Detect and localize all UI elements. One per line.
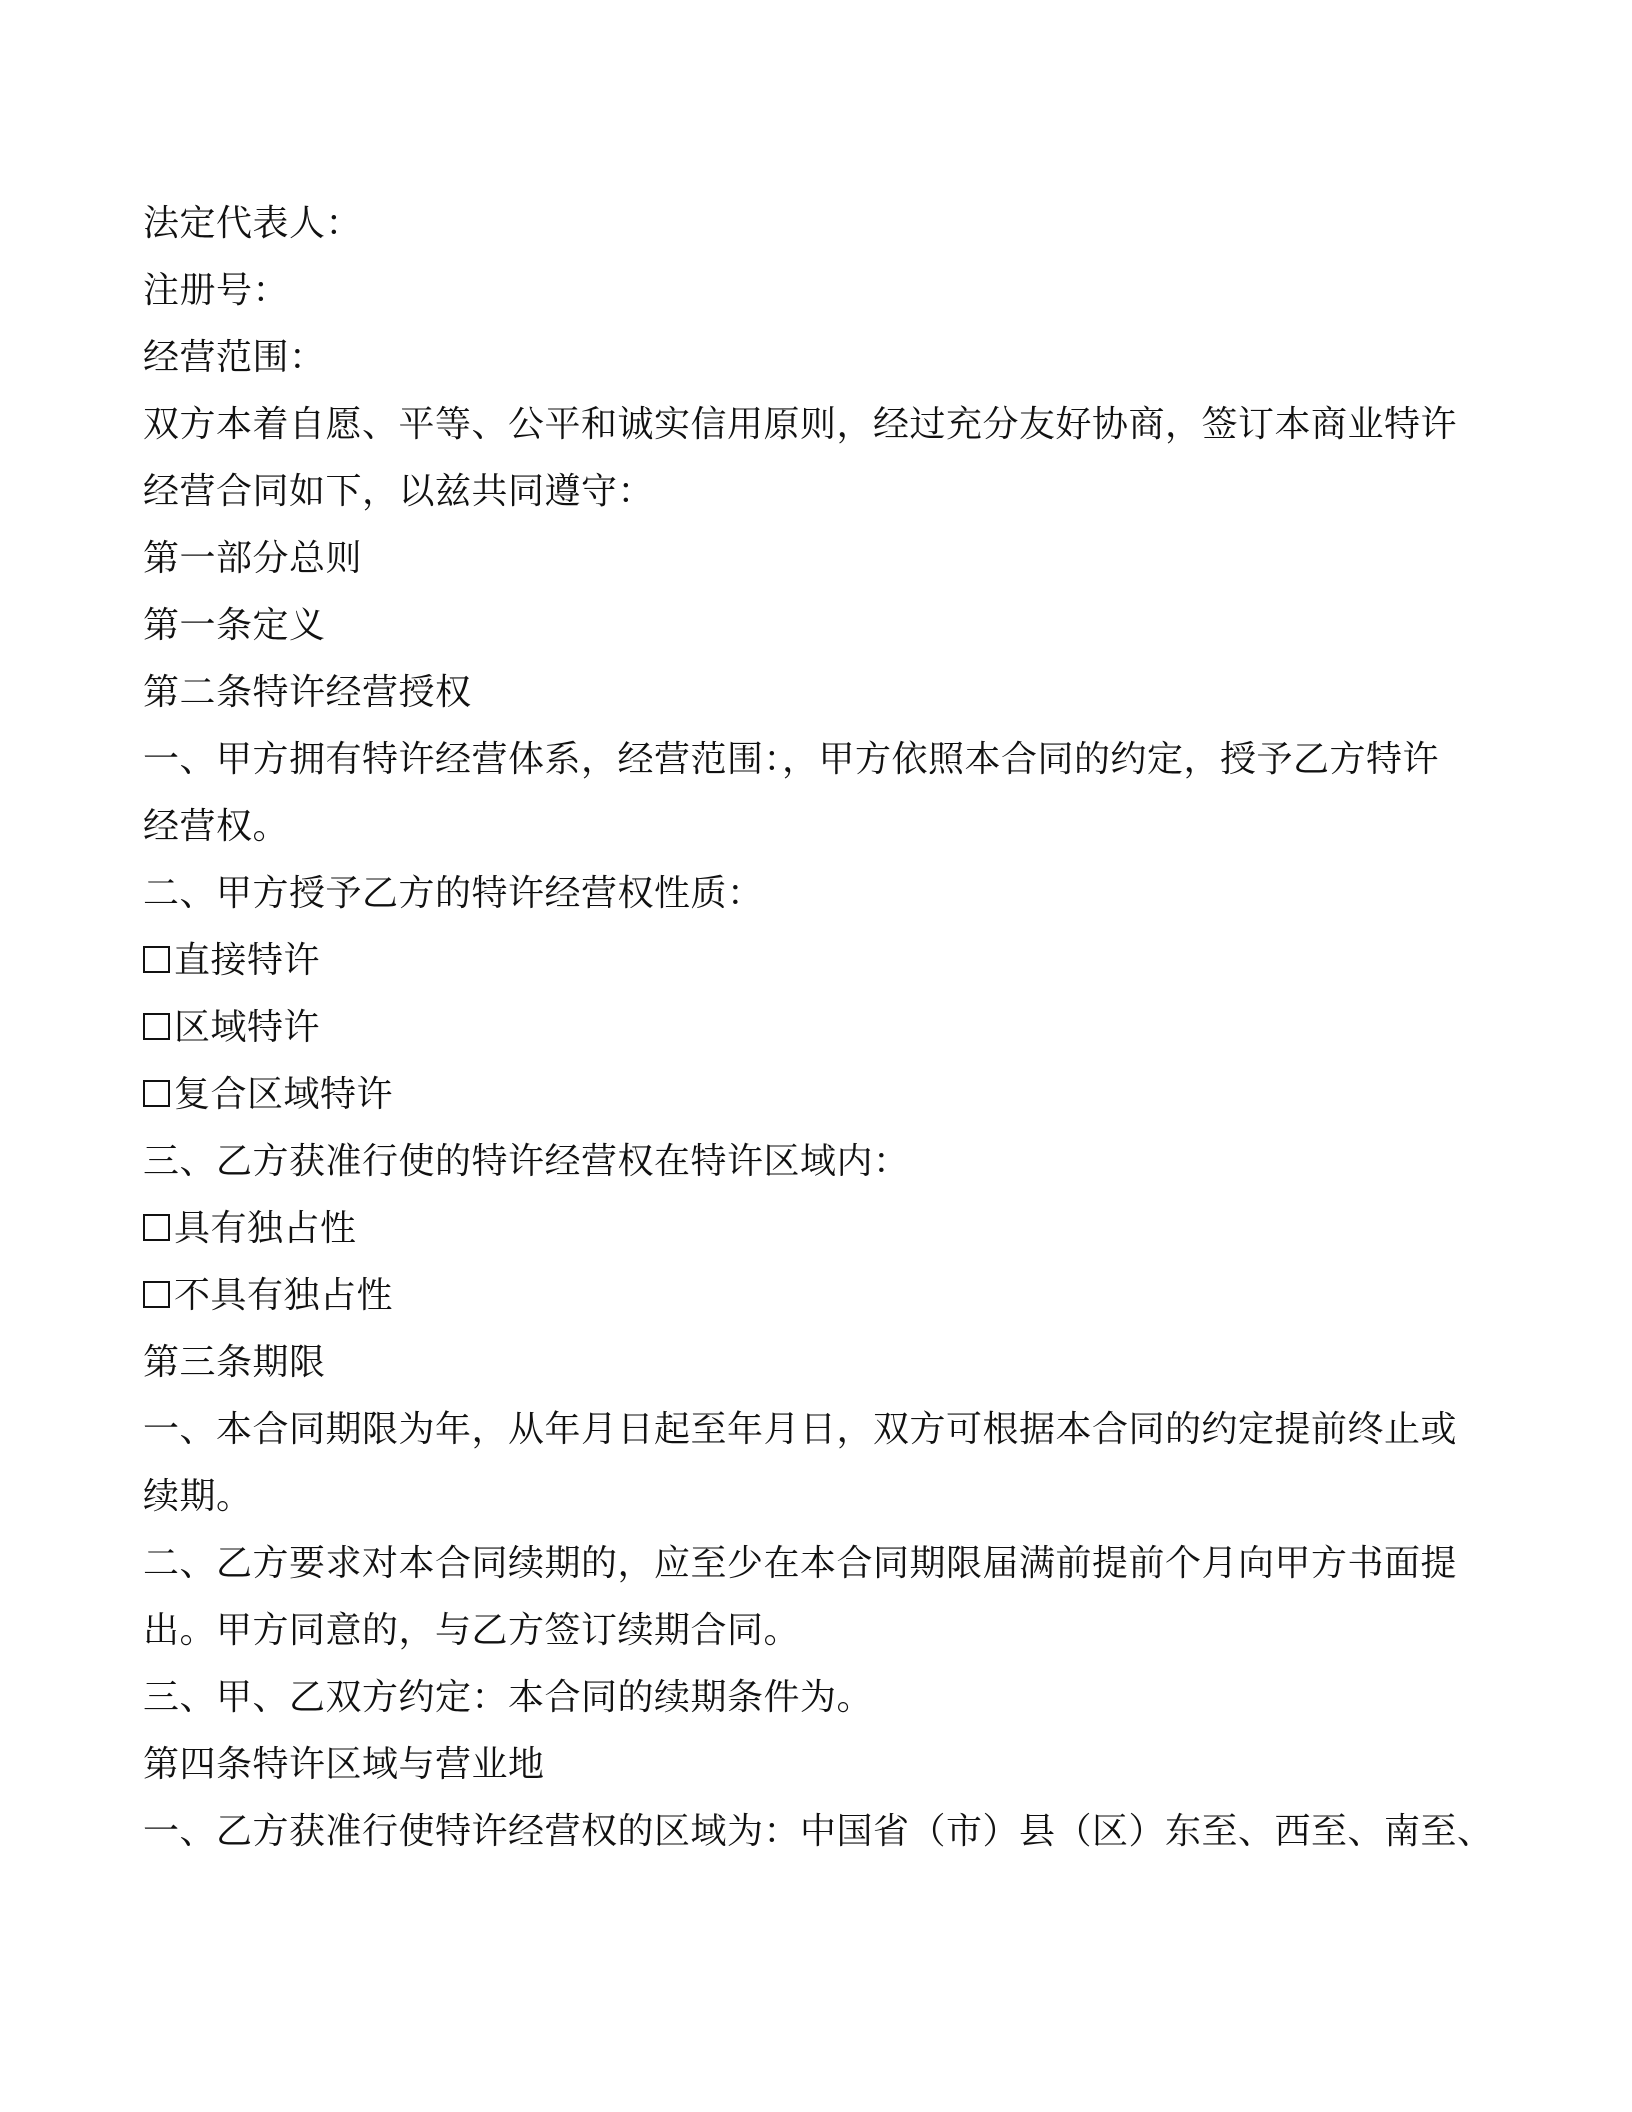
article-two-clause-1-line-2: 经营权。 <box>143 806 290 847</box>
option-label: 复合区域特许 <box>174 1074 394 1115</box>
article-three-clause-2-line-2: 出。甲方同意的，与乙方签订续期合同。 <box>143 1610 801 1651</box>
article-four-clause-1: 一、乙方获准行使特许经营权的区域为：中国省（市）县（区）东至、西至、南至、 <box>143 1811 1494 1852</box>
legal-representative-label: 法定代表人： <box>143 203 363 244</box>
article-three-clause-3: 三、甲、乙双方约定：本合同的续期条件为。 <box>143 1677 874 1718</box>
option-non-exclusive[interactable] <box>143 1262 1488 1329</box>
part-one-heading: 第一部分总则 <box>143 538 363 579</box>
checkbox-icon[interactable] <box>143 1214 170 1241</box>
article-three-clause-2-line-1: 二、乙方要求对本合同续期的，应至少在本合同期限届满前提前个月向甲方书面提 <box>143 1543 1458 1584</box>
document-page <box>143 190 1494 1865</box>
option-composite-area-franchise[interactable] <box>143 1061 1488 1128</box>
checkbox-icon[interactable] <box>143 1281 170 1308</box>
preamble-line-1: 双方本着自愿、平等、公平和诚实信用原则，经过充分友好协商，签订本商业特许 <box>143 404 1458 445</box>
checkbox-icon[interactable] <box>143 1013 170 1040</box>
article-three-heading: 第三条期限 <box>143 1342 326 1383</box>
article-four-heading: 第四条特许区域与营业地 <box>143 1744 545 1785</box>
preamble-line-2: 经营合同如下，以兹共同遵守： <box>143 471 655 512</box>
checkbox-icon[interactable] <box>143 946 170 973</box>
option-label: 区域特许 <box>174 1007 321 1048</box>
article-three-clause-1-line-1: 一、本合同期限为年，从年月日起至年月日，双方可根据本合同的约定提前终止或 <box>143 1409 1458 1450</box>
article-two-clause-2: 二、甲方授予乙方的特许经营权性质： <box>143 873 764 914</box>
checkbox-icon[interactable] <box>143 1080 170 1107</box>
option-area-franchise[interactable] <box>143 994 1488 1061</box>
registration-number-label: 注册号： <box>143 270 290 311</box>
article-two-heading: 第二条特许经营授权 <box>143 672 472 713</box>
article-two-clause-1-line-1: 一、甲方拥有特许经营体系，经营范围：，甲方依照本合同的约定，授予乙方特许 <box>143 739 1440 780</box>
option-label: 不具有独占性 <box>174 1275 394 1316</box>
article-two-clause-3: 三、乙方获准行使的特许经营权在特许区域内： <box>143 1141 910 1182</box>
option-direct-franchise[interactable] <box>143 927 1488 994</box>
option-label: 直接特许 <box>174 940 321 981</box>
business-scope-label: 经营范围： <box>143 337 326 378</box>
option-exclusive[interactable] <box>143 1195 1488 1262</box>
article-one-heading: 第一条定义 <box>143 605 326 646</box>
article-three-clause-1-line-2: 续期。 <box>143 1476 253 1517</box>
option-label: 具有独占性 <box>174 1208 357 1249</box>
